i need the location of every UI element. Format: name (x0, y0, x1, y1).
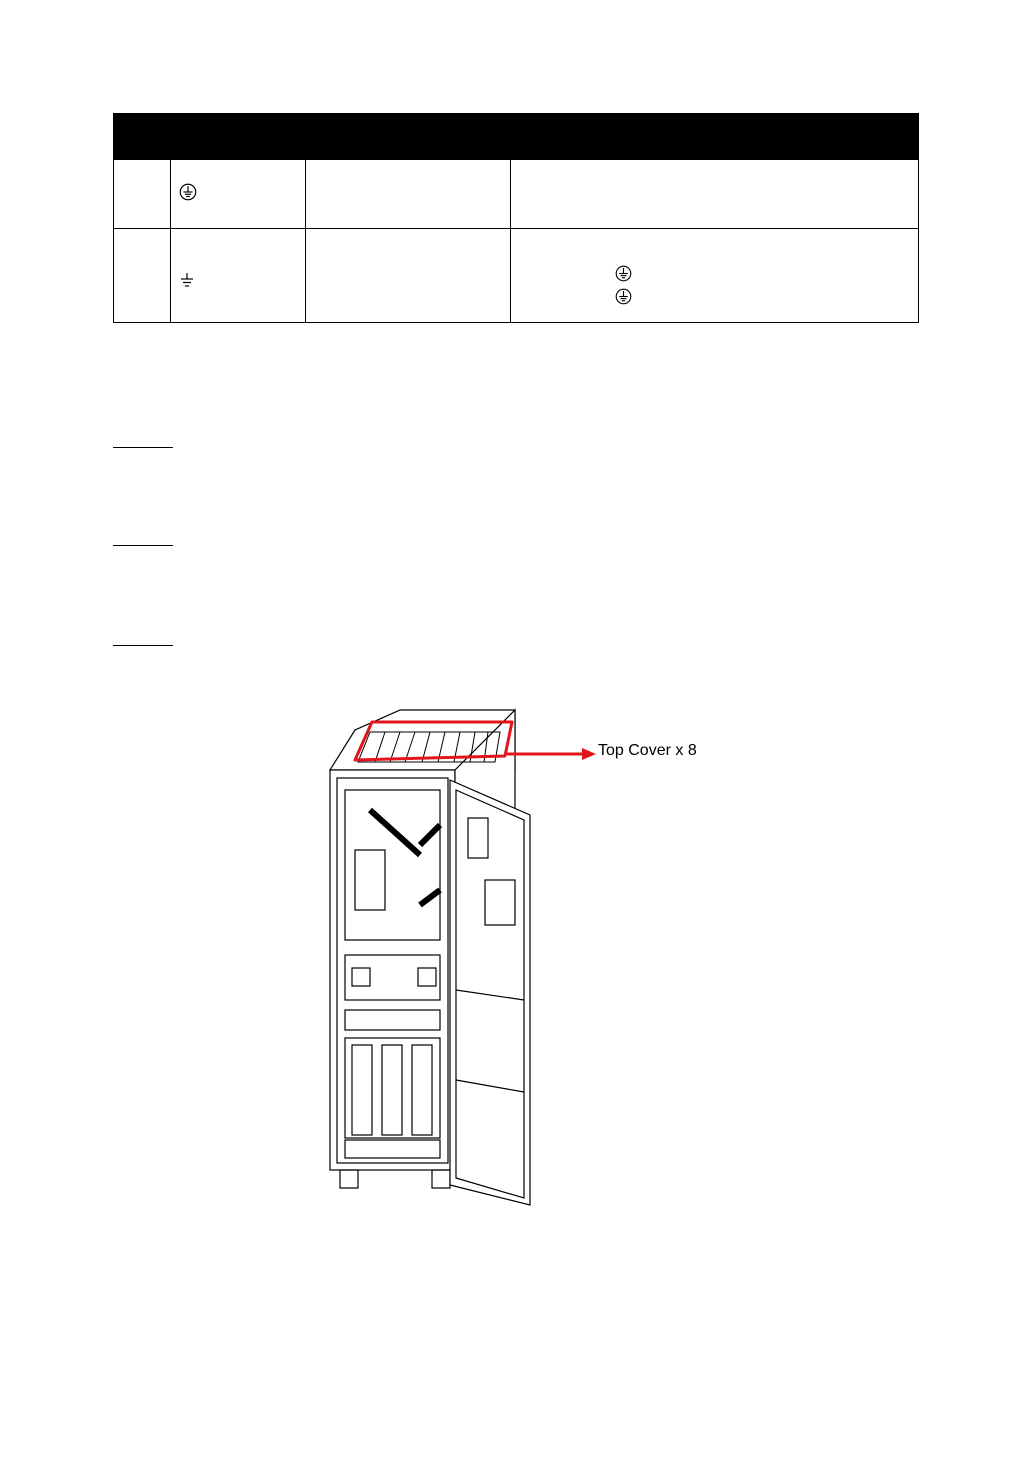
protective-earth-icon (179, 183, 197, 201)
table-header-symbol (171, 114, 306, 160)
step-3-underline (113, 645, 173, 646)
table-cell-name (306, 229, 511, 323)
table-cell-description (511, 229, 919, 323)
symbol-table (113, 113, 919, 323)
step-2-underline (113, 545, 173, 546)
callout-arrow-head (582, 748, 596, 760)
protective-earth-icon (615, 265, 632, 282)
table-cell-symbol (171, 160, 306, 229)
table-cell-name (306, 160, 511, 229)
top-cover-callout-label: Top Cover x 8 (598, 742, 697, 759)
table-row (114, 229, 919, 323)
table-header-row (114, 114, 919, 160)
table-header-description (511, 114, 919, 160)
table-header-name (306, 114, 511, 160)
table-row (114, 160, 919, 229)
ups-cabinet-illustration (300, 700, 720, 1210)
step-1-underline (113, 447, 173, 448)
table-cell-symbol (171, 229, 306, 323)
table-cell-description (511, 160, 919, 229)
protective-earth-icon (615, 288, 632, 305)
earth-ground-icon (179, 272, 195, 288)
table-cell-no (114, 160, 171, 229)
table-cell-no (114, 229, 171, 323)
table-header-no (114, 114, 171, 160)
